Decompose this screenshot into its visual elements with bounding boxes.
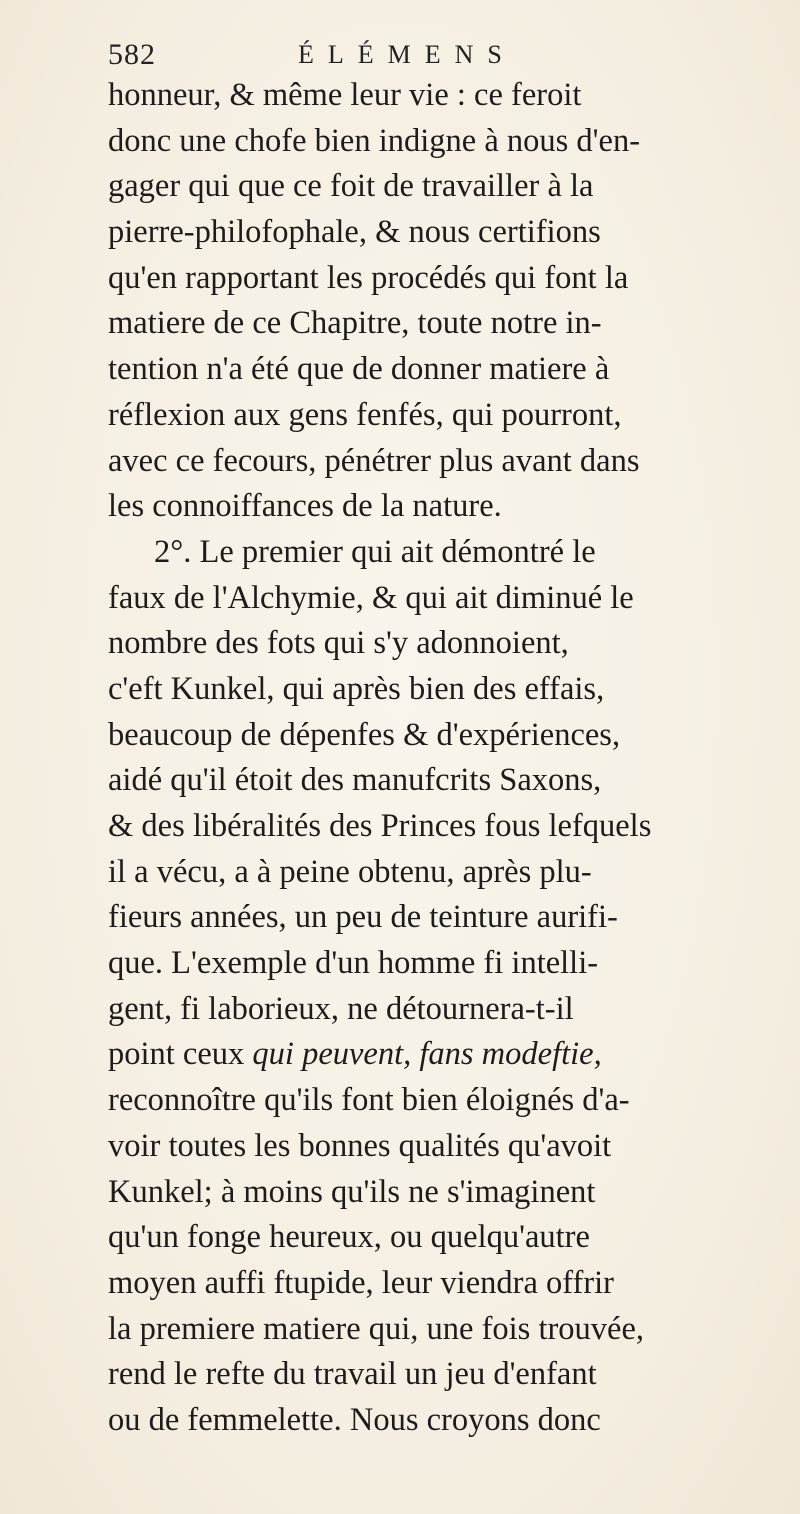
page-number: 582 — [108, 38, 156, 71]
running-head: ÉLÉMENS — [298, 40, 516, 69]
text-line-with-italic — [108, 1032, 708, 1078]
text-line: matiere de ce Chapitre, toute notre in- — [108, 305, 602, 342]
text-line: tention n'a été que de donner matiere à — [108, 351, 610, 388]
roman-segment: point ceux — [108, 1036, 253, 1073]
text-line: que. L'exemple d'un homme fi intelli- — [108, 945, 599, 982]
text-line: ou de femmelette. Nous croyons donc — [108, 1401, 601, 1438]
text-line: avec ce fecours, pénétrer plus avant dans — [108, 442, 640, 479]
italic-segment: qui peuvent, fans modeftie, — [252, 1036, 602, 1073]
text-line: les connoiffances de la nature. — [108, 488, 502, 525]
text-line: qu'un fonge heureux, ou quelqu'autre — [108, 1219, 590, 1256]
page-header — [108, 38, 668, 78]
text-line: faux de l'Alchymie, & qui ait diminué le — [108, 579, 634, 616]
text-line: rend le refte du travail un jeu d'enfant — [108, 1356, 597, 1393]
text-line: donc une chofe bien indigne à nous d'en- — [108, 122, 641, 159]
text-line: fieurs années, un peu de teinture aurifi- — [108, 899, 618, 936]
text-line: Kunkel; à moins qu'ils ne s'imaginent — [108, 1173, 596, 1210]
text-line: pierre-philofophale, & nous certifions — [108, 214, 601, 251]
text-line: qu'en rapportant les procédés qui font la — [108, 259, 629, 296]
text-line: honneur, & même leur vie : ce feroit — [108, 77, 582, 113]
text-line: nombre des fots qui s'y adonnoient, — [108, 625, 569, 662]
paragraph-start-line: 2°. Le premier qui ait démontré le — [154, 533, 596, 570]
text-line: gent, fi laborieux, ne détournera-t-il — [108, 990, 574, 1027]
text-line: la premiere matiere qui, une fois trouvée, — [108, 1310, 645, 1347]
text-line: réflexion aux gens fenfés, qui pourront, — [108, 396, 622, 433]
text-line: moyen auffi ftupide, leur viendra offrir — [108, 1264, 614, 1301]
text-line: aidé qu'il étoit des manufcrits Saxons, — [108, 762, 602, 799]
text-line: reconnoître qu'ils font bien éloignés d'a- — [108, 1082, 630, 1119]
text-line: c'eft Kunkel, qui après bien des effais, — [108, 670, 605, 707]
text-line: & des libéralités des Princes fous lefquels — [108, 808, 652, 844]
text-line: gager qui que ce foit de travailler à la — [108, 168, 594, 205]
body-text — [108, 73, 708, 1444]
text-line: il a vécu, a à peine obtenu, après plu- — [108, 853, 592, 890]
text-line: voir toutes les bonnes qualités qu'avoit — [108, 1127, 612, 1164]
text-line: beaucoup de dépenfes & d'expériences, — [108, 716, 621, 753]
